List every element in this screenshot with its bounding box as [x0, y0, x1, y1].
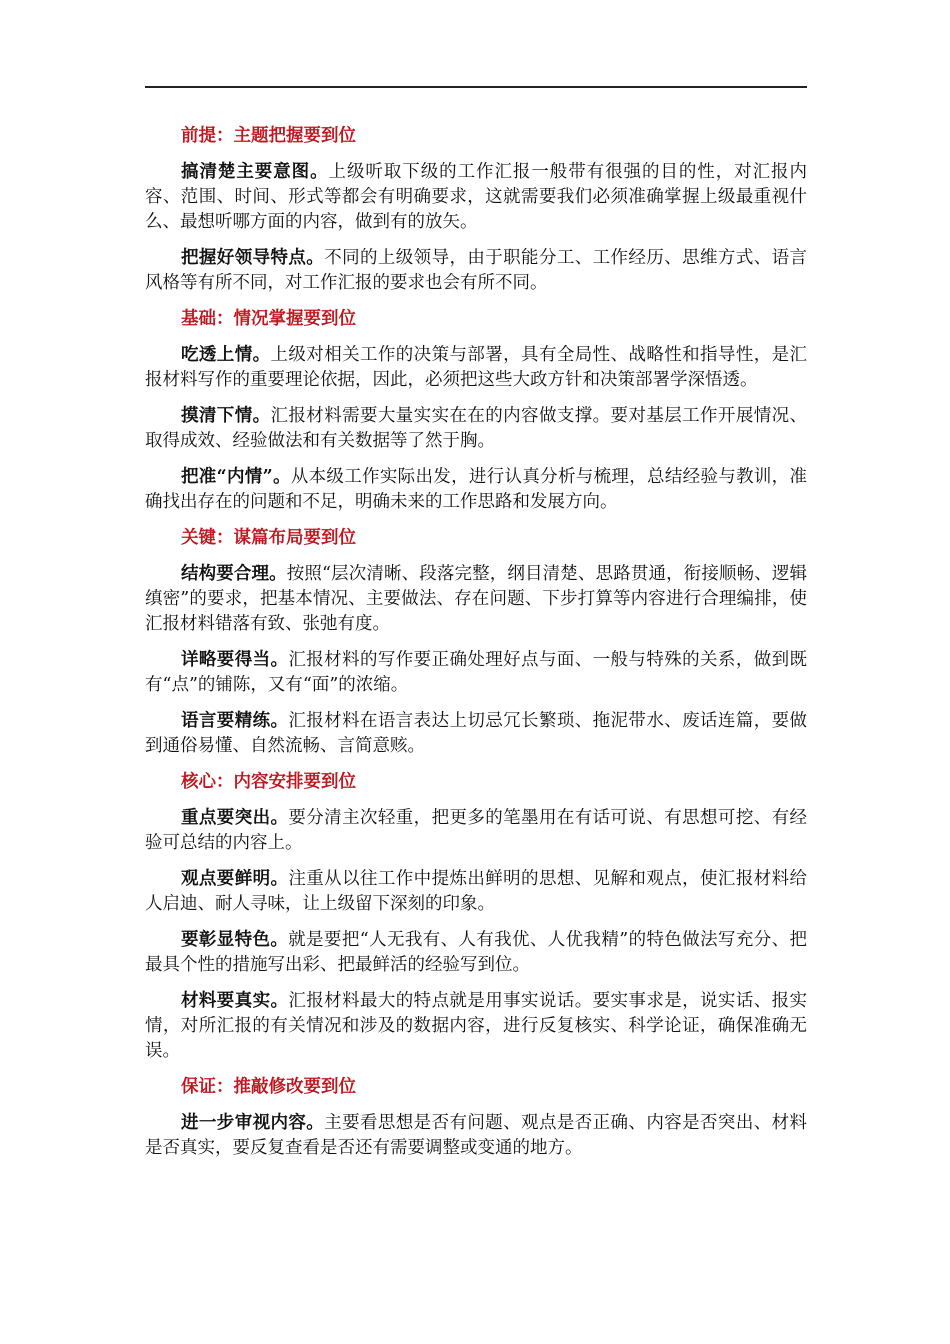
paragraph-lead: 进一步审视内容。 — [181, 1113, 325, 1133]
section-heading: 基础：情况掌握要到位 — [181, 309, 356, 329]
paragraph — [145, 648, 807, 698]
paragraph-text: 注重从以往工作中提炼出鲜明的思想、见解和观点，使汇报材料给人启迪、耐人寻味，让上级留下深刻的印象。 — [145, 869, 808, 914]
paragraph — [145, 246, 807, 296]
paragraph-text: 按照“层次清晰、段落完整，纲目清楚、思路贯通，衔接顺畅、逻辑缜密”的要求，把基本情况、主要做法、存在问题、下步打算等内容进行合理编排，使汇报材料错落有致、张弛有度。 — [145, 564, 807, 634]
paragraph — [145, 465, 807, 515]
paragraph-text: 汇报材料需要大量实实在在的内容做支撑。要对基层工作开展情况、取得成效、经验做法和有关数据等了然于胸。 — [145, 406, 808, 451]
paragraph-text: 要分清主次轻重，把更多的笔墨用在有话可说、有思想可挖、有经验可总结的内容上。 — [145, 808, 808, 853]
paragraph-text: 汇报材料在语言表达上切忌冗长繁琐、拖泥带水、废话连篇，要做到通俗易懂、自然流畅、言简意赅。 — [145, 711, 808, 756]
paragraph — [145, 709, 807, 759]
paragraph — [145, 160, 807, 235]
paragraph — [145, 404, 807, 454]
paragraph-text: 从本级工作实际出发，进行认真分析与梳理，总结经验与教训，准确找出存在的问题和不足，明确未来的工作思路和发展方向。 — [145, 467, 807, 512]
paragraph-lead: 把握好领导特点。 — [181, 248, 325, 268]
paragraph-lead: 材料要真实。 — [181, 991, 289, 1011]
paragraph — [145, 1111, 807, 1161]
paragraph-lead: 吃透上情。 — [181, 345, 271, 365]
paragraph-lead: 观点要鲜明。 — [181, 869, 289, 889]
document-body — [145, 124, 807, 1172]
paragraph-text: 主要看思想是否有问题、观点是否正确、内容是否突出、材料是否真实，要反复查看是否还有需要调整或变通的地方。 — [145, 1113, 808, 1158]
paragraph — [145, 989, 807, 1064]
paragraph-text: 就是要把“人无我有、人有我优、人优我精”的特色做法写充分、把最具个性的措施写出彩、把最鲜活的经验写到位。 — [145, 930, 807, 975]
paragraph-lead: 摸清下情。 — [181, 406, 271, 426]
paragraph-text: 上级听取下级的工作汇报一般带有很强的目的性，对汇报内容、范围、时间、形式等都会有明确要求，这就需要我们必须准确掌握上级最重视什么、最想听哪方面的内容，做到有的放矢。 — [145, 162, 807, 232]
paragraph-text: 上级对相关工作的决策与部署，具有全局性、战略性和指导性，是汇报材料写作的重要理论依据，因此，必须把这些大政方针和决策部署学深悟透。 — [145, 345, 808, 390]
paragraph-lead: 重点要突出。 — [181, 808, 289, 828]
paragraph-lead: 要彰显特色。 — [181, 930, 289, 950]
paragraph-text: 不同的上级领导，由于职能分工、工作经历、思维方式、语言风格等有所不同，对工作汇报的要求也会有所不同。 — [145, 248, 808, 293]
section-heading: 核心：内容安排要到位 — [181, 772, 356, 792]
section-heading: 关键：谋篇布局要到位 — [181, 528, 356, 548]
paragraph — [145, 562, 807, 637]
paragraph — [145, 928, 807, 978]
paragraph-lead: 结构要合理。 — [181, 564, 287, 584]
paragraph-text: 汇报材料的写作要正确处理好点与面、一般与特殊的关系，做到既有“点”的铺陈，又有“面”的浓缩。 — [145, 650, 808, 695]
section-heading: 前提：主题把握要到位 — [181, 126, 356, 146]
section-heading: 保证：推敲修改要到位 — [181, 1077, 356, 1097]
paragraph-lead: 把准“内情”。 — [181, 467, 291, 487]
paragraph — [145, 867, 807, 917]
paragraph — [145, 343, 807, 393]
paragraph-lead: 语言要精练。 — [181, 711, 289, 731]
header-rule — [145, 86, 807, 88]
paragraph-text: 汇报材料最大的特点就是用事实说话。要实事求是，说实话、报实情，对所汇报的有关情况和涉及的数据内容，进行反复核实、科学论证，确保准确无误。 — [145, 991, 808, 1061]
paragraph-lead: 详略要得当。 — [181, 650, 289, 670]
paragraph-lead: 搞清楚主要意图。 — [181, 162, 329, 182]
paragraph — [145, 806, 807, 856]
